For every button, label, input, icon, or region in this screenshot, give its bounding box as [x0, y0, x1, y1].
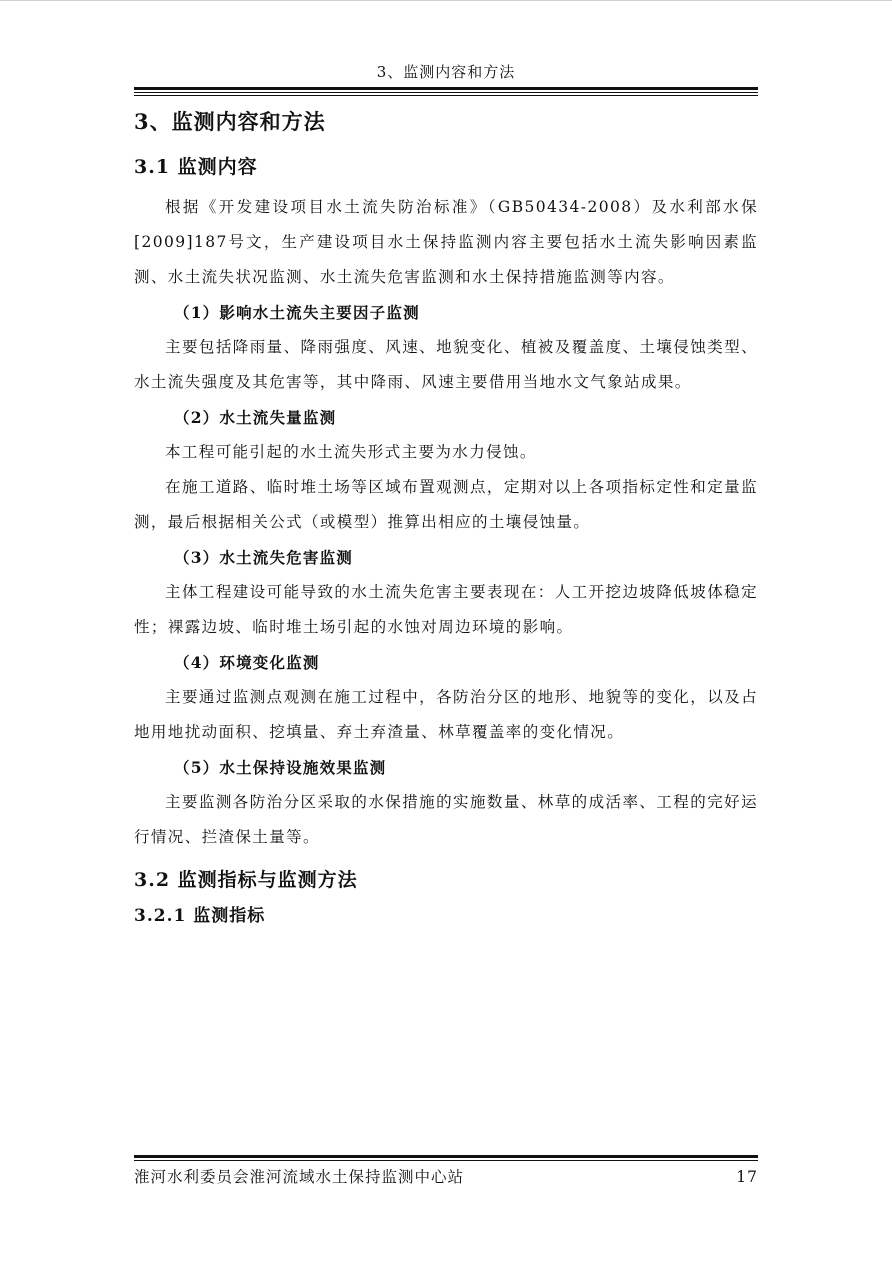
footer-rule-thick — [134, 1155, 758, 1158]
page-body — [134, 104, 758, 931]
subsection-3-2-title: 3.2 监测指标与监测方法 — [134, 869, 358, 891]
item-5-paragraph: 主要监测各防治分区采取的水保措施的实施数量、林草的成活率、工程的完好运行情况、拦渣保土量等。 — [134, 793, 758, 846]
item-4-paragraph: 主要通过监测点观测在施工过程中，各防治分区的地形、地貌等的变化，以及占地用地扰动面积、挖填量、弃土弃渣量、林草覆盖率的变化情况。 — [134, 688, 758, 741]
footer-rule-thin — [134, 1160, 758, 1161]
item-1-paragraph: 主要包括降雨量、降雨强度、风速、地貌变化、植被及覆盖度、土壤侵蚀类型、水土流失强度及其危害等，其中降雨、风速主要借用当地水文气象站成果。 — [134, 338, 758, 391]
item-5-heading: （5）水土保持设施效果监测 — [174, 758, 387, 777]
item-3-paragraph: 主体工程建设可能导致的水土流失危害主要表现在：人工开挖边坡降低坡体稳定性；裸露边坡、临时堆土场引起的水蚀对周边环境的影响。 — [134, 583, 758, 636]
header-rule-thin-2 — [134, 95, 758, 96]
subsection-3-1-intro: 根据《开发建设项目水土流失防治标准》（GB50434-2008）及水利部水保[2009]187号文，生产建设项目水土保持监测内容主要包括水土流失影响因素监测、水土流失状况监测、水土流失危害监测和水土保持措施监测等内容。 — [134, 198, 758, 286]
page-number: 17 — [736, 1168, 758, 1186]
item-2-paragraph-1: 本工程可能引起的水土流失形式主要为水力侵蚀。 — [165, 443, 537, 461]
subsection-3-1-title: 3.1 监测内容 — [134, 156, 258, 178]
subsection-3-2-1-title: 3.2.1 监测指标 — [134, 906, 266, 926]
item-1-heading: （1）影响水土流失主要因子监测 — [174, 303, 420, 322]
section-title: 3、监测内容和方法 — [134, 109, 326, 134]
header-rule-thin — [134, 92, 758, 93]
header-rule-thick — [134, 87, 758, 90]
page-top-edge — [0, 0, 892, 1]
item-2-heading: （2）水土流失量监测 — [174, 408, 337, 427]
item-3-heading: （3）水土流失危害监测 — [174, 548, 353, 567]
item-4-heading: （4）环境变化监测 — [174, 653, 320, 672]
page-footer — [134, 1166, 758, 1188]
running-header: 3、监测内容和方法 — [376, 63, 516, 81]
item-2-paragraph-2: 在施工道路、临时堆土场等区域布置观测点，定期对以上各项指标定性和定量监测，最后根据相关公式（或模型）推算出相应的土壤侵蚀量。 — [134, 478, 758, 531]
footer-organization: 淮河水利委员会淮河流域水土保持监测中心站 — [134, 1168, 465, 1186]
